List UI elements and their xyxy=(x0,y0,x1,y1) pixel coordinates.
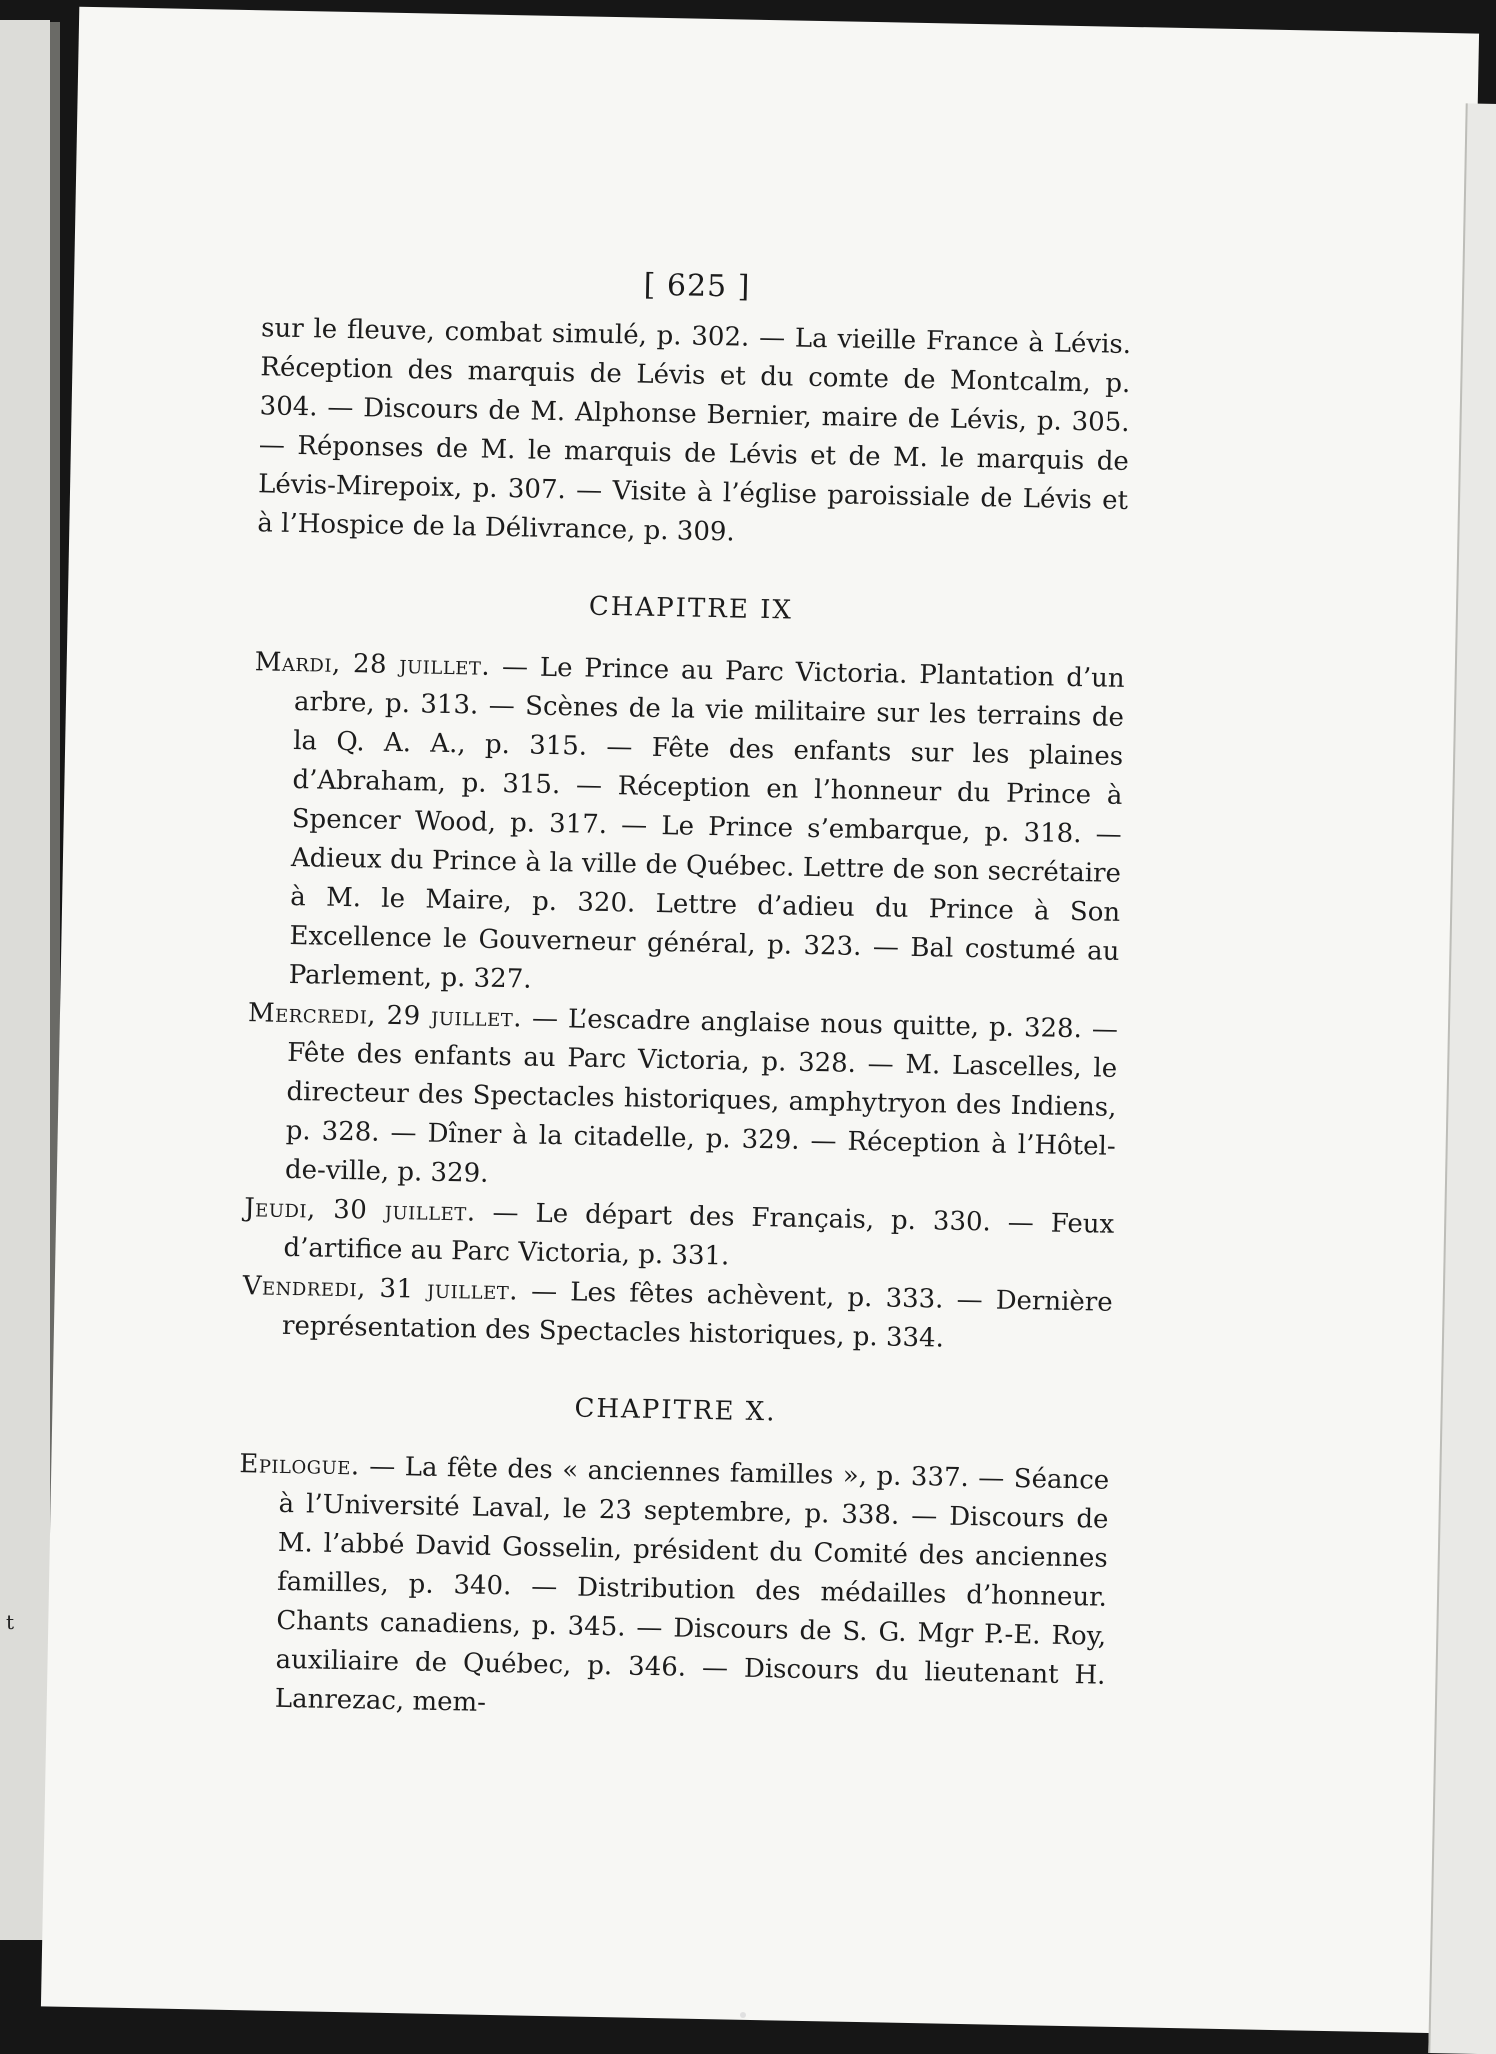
scan-dot xyxy=(740,2012,746,2018)
chapter-ix xyxy=(242,585,1126,1362)
page-content xyxy=(235,260,1133,1734)
chapter-title: CHAPITRE X. xyxy=(574,1393,777,1428)
day-entry xyxy=(242,1267,1113,1362)
entry-text: — Le départ des Français, p. 330. — Feux d’artifice au Parc Victoria, p. 331. xyxy=(283,1197,1115,1272)
chapter-x xyxy=(235,1387,1111,1735)
page-edge-stack xyxy=(1428,103,1496,2054)
entry-day: Mardi, 28 juillet. xyxy=(254,647,491,682)
day-entry xyxy=(248,643,1125,1011)
intro-paragraph: sur le fleuve, combat simulé, p. 302. — La vieille France à Lévis. Réception des marquis de Lévis et du comte de Montcalm, p. 304. — Discours de M. Alphonse Bernier, maire de Lévis, p. 305. — Réponses de M. le marquis de Lévis et de M. le marquis de Lévis-Mirepoix, p. 307. — Visite à l’église paroissiale de Lévis et à l’Hospice de la Délivrance, p. 309. xyxy=(257,313,1132,548)
chapter-title: CHAPITRE IX xyxy=(588,591,794,626)
margin-mark: t xyxy=(6,1610,15,1634)
entry-text: — Le Prince au Parc Victoria. Plantation d’un arbre, p. 313. — Scènes de la vie militaire sur les terrains de la Q. A. A., p. 315. — Fête des enfants sur les plaines d’Abraham, p. 315. — Réception en l’honneur du Prince à Spencer Wood, p. 317. — Le Prince s’embarque, p. 318. — Adieux du Prince à la ville de Québec. Lettre de son secrétaire à M. le Maire, p. 320. Lettre d’adieu du Prince à Son Excellence le Gouverneur général, p. 323. — Bal costumé au Parlement, p. 327. xyxy=(288,651,1125,995)
entry-day: Vendredi, 31 juillet. xyxy=(242,1271,519,1307)
entry-day: Jeudi, 30 juillet. xyxy=(244,1193,476,1228)
entry-day: Mercredi, 29 juillet. xyxy=(247,998,523,1034)
facing-page-edge xyxy=(0,20,50,1940)
book-page xyxy=(41,7,1479,2034)
entry-day: Epilogue. xyxy=(239,1449,361,1482)
page-number: [ 625 ] xyxy=(643,267,751,305)
entry-text: — La fête des « anciennes familles », p. 337. — Séance à l’Université Laval, le 23 septembre, p. 338. — Discours de M. l’abbé David Gosselin, président du Comité des anciennes familles, p. 340. — Distribution des médailles d’honneur. Chants canadiens, p. 345. — Discours de S. G. Mgr P.-E. Roy, auxiliaire de Québec, p. 346. — Discours du lieutenant H. Lanrezac, mem- xyxy=(274,1451,1110,1718)
day-entry xyxy=(235,1445,1110,1735)
entry-text: — Les fêtes achèvent, p. 333. — Dernière représentation des Spectacles historiques, p. 334. xyxy=(281,1276,1113,1354)
entry-text: — L’escadre anglaise nous quitte, p. 328. — Fête des enfants au Parc Victoria, p. 328. — M. Lascelles, le directeur des Spectacles historiques, amphytryon des Indiens, p. 328. — Dîner à la citadelle, p. 329. — Réception à l’Hôtel-de-ville, p. 329. xyxy=(284,1003,1119,1189)
day-entry xyxy=(245,994,1119,1206)
